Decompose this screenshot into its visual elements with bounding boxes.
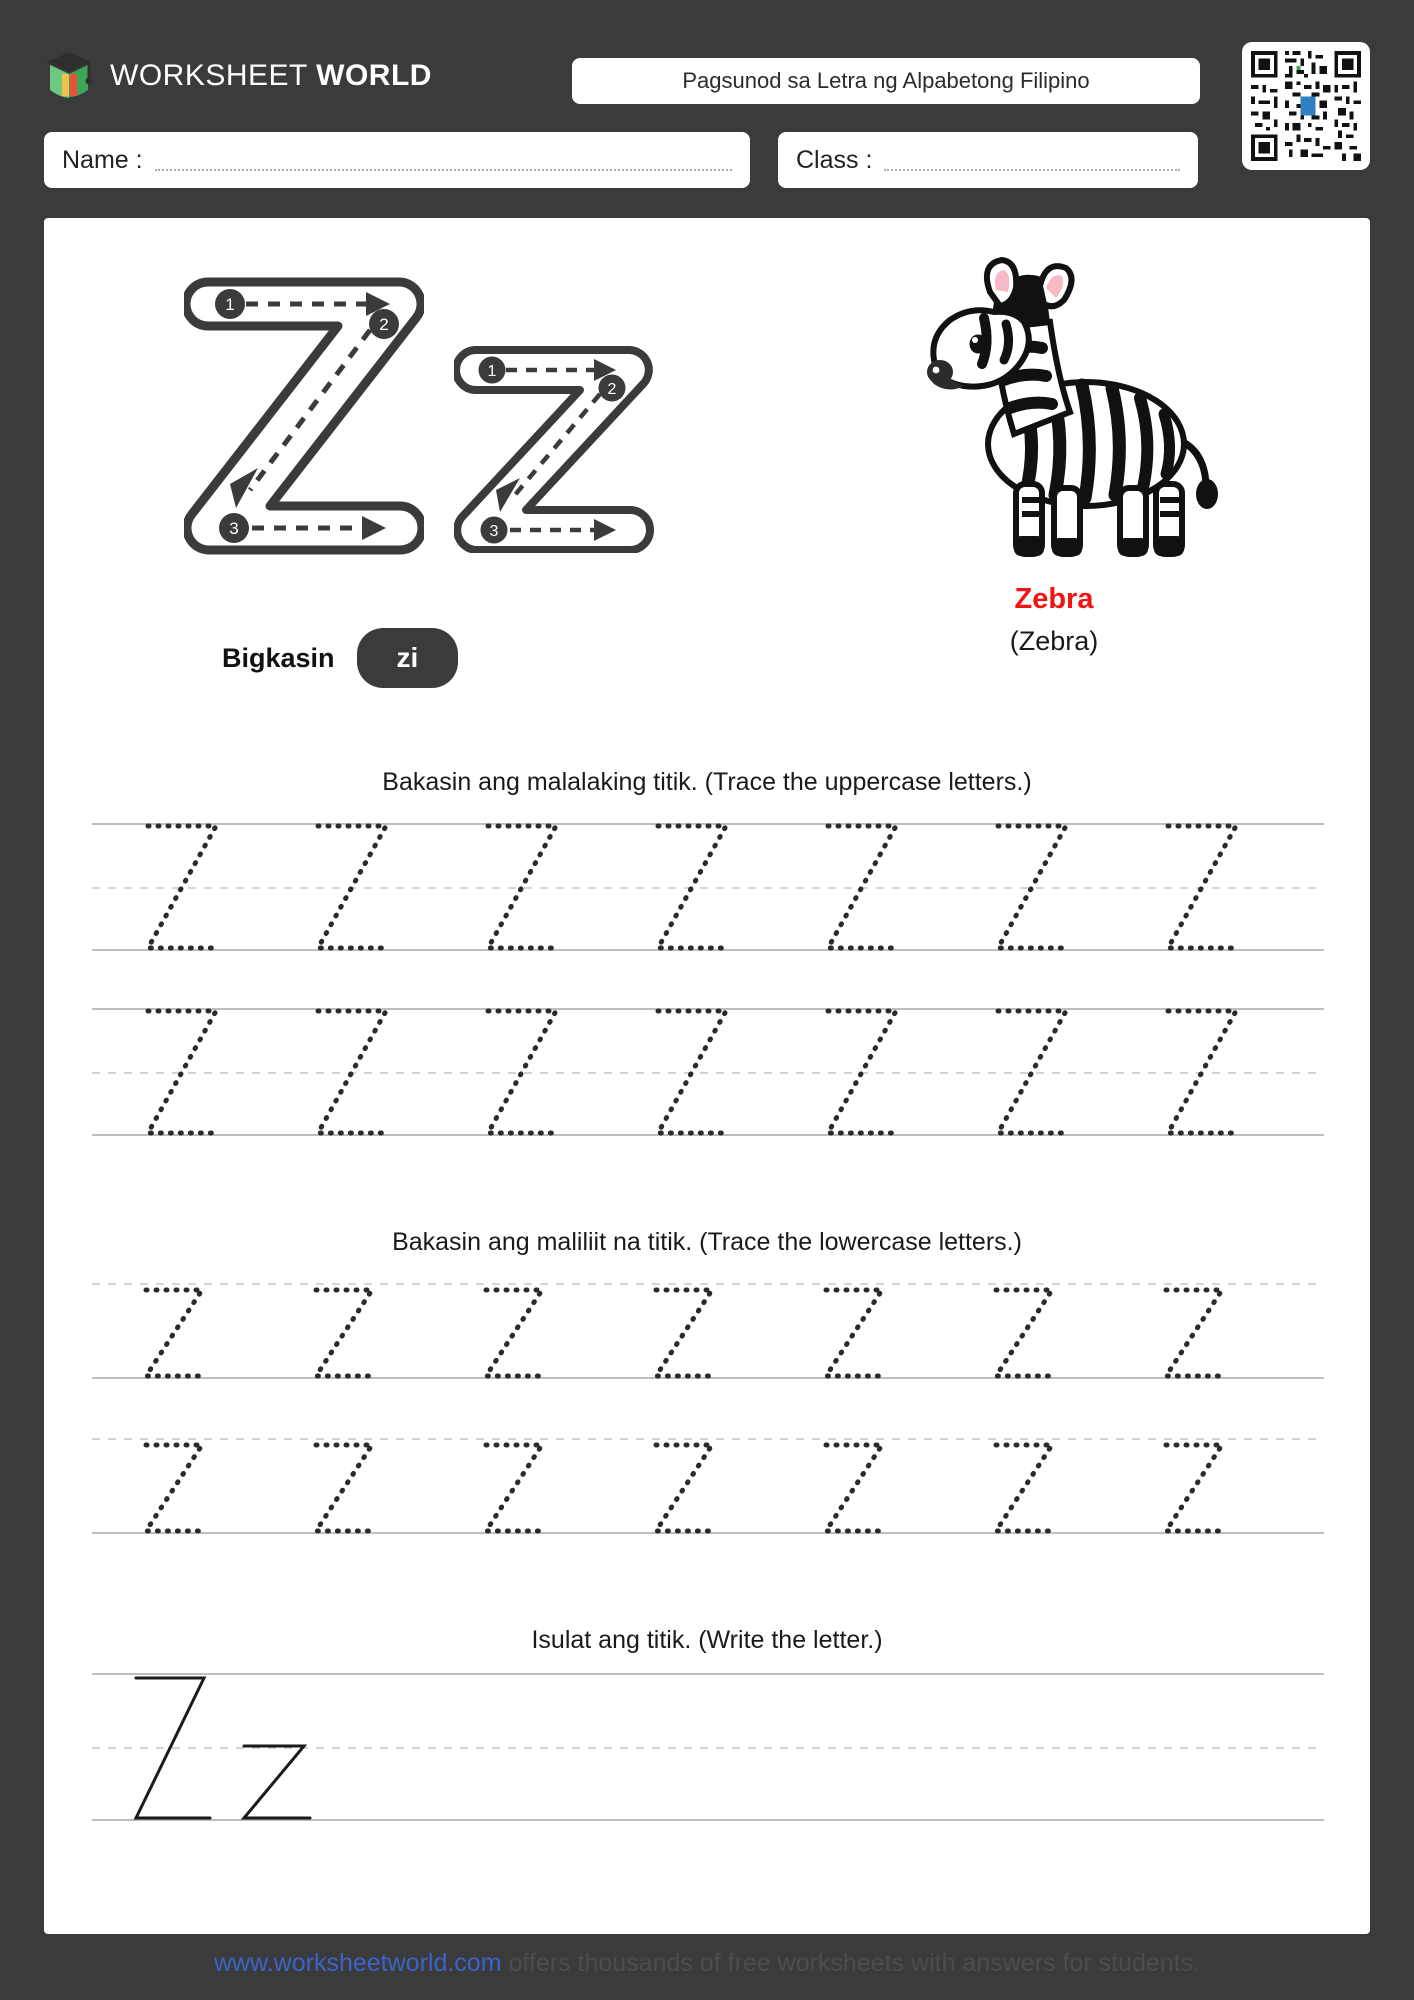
brand-logo xyxy=(42,46,432,106)
svg-text:2: 2 xyxy=(607,381,617,398)
brand-name-bold: WORLD xyxy=(316,59,432,92)
pronounce-label: Bigkasin xyxy=(222,642,335,673)
page-header xyxy=(0,0,1414,218)
picture-translation: (Zebra) xyxy=(1009,626,1099,656)
trace-row-lowercase-1[interactable] xyxy=(92,1278,1324,1398)
class-field[interactable] xyxy=(778,132,1198,188)
write-row[interactable] xyxy=(92,1668,1324,1833)
worksheet-title: Pagsunod sa Letra ng Alpabetong Filipino xyxy=(572,58,1200,104)
trace-row-uppercase-1[interactable] xyxy=(92,818,1324,958)
lowercase-letter-guide xyxy=(454,338,654,558)
brand-name xyxy=(110,59,432,93)
svg-text:1: 1 xyxy=(487,363,497,380)
pronunciation-row xyxy=(222,628,458,688)
class-label: Class : xyxy=(796,145,873,174)
torn-paper-edge xyxy=(44,215,1370,237)
uppercase-letter-guide xyxy=(184,268,424,563)
svg-text:1: 1 xyxy=(225,295,235,314)
footer-url[interactable]: www.worksheetworld.com xyxy=(213,1949,502,1977)
qr-code-icon[interactable] xyxy=(1242,42,1370,170)
trace-row-lowercase-2[interactable] xyxy=(92,1433,1324,1553)
name-label: Name : xyxy=(62,145,143,174)
graduation-cap-logo-icon xyxy=(42,46,96,106)
svg-text:3: 3 xyxy=(489,523,499,540)
footer-note xyxy=(0,1949,1414,1978)
brand-name-light: WORKSHEET xyxy=(110,59,308,92)
class-input[interactable] xyxy=(884,149,1180,171)
footer-text: offers thousands of free worksheets with answers for students. xyxy=(501,1949,1201,1977)
instruction-uppercase: Bakasin ang malalaking titik. (Trace the uppercase letters.) xyxy=(382,768,1032,796)
zebra-illustration-icon xyxy=(874,248,1234,578)
instruction-lowercase: Bakasin ang maliliit na titik. (Trace the lowercase letters.) xyxy=(392,1228,1022,1256)
trace-row-uppercase-2[interactable] xyxy=(92,1003,1324,1143)
worksheet-sheet xyxy=(44,218,1370,1934)
name-input[interactable] xyxy=(155,149,732,171)
letter-demo xyxy=(44,238,1370,758)
svg-text:3: 3 xyxy=(229,519,239,538)
pronounce-badge: zi xyxy=(357,628,459,688)
svg-text:2: 2 xyxy=(379,315,389,334)
instruction-write: Isulat ang titik. (Write the letter.) xyxy=(531,1626,883,1654)
picture-word: Zebra xyxy=(1014,583,1094,615)
name-field[interactable] xyxy=(44,132,750,188)
